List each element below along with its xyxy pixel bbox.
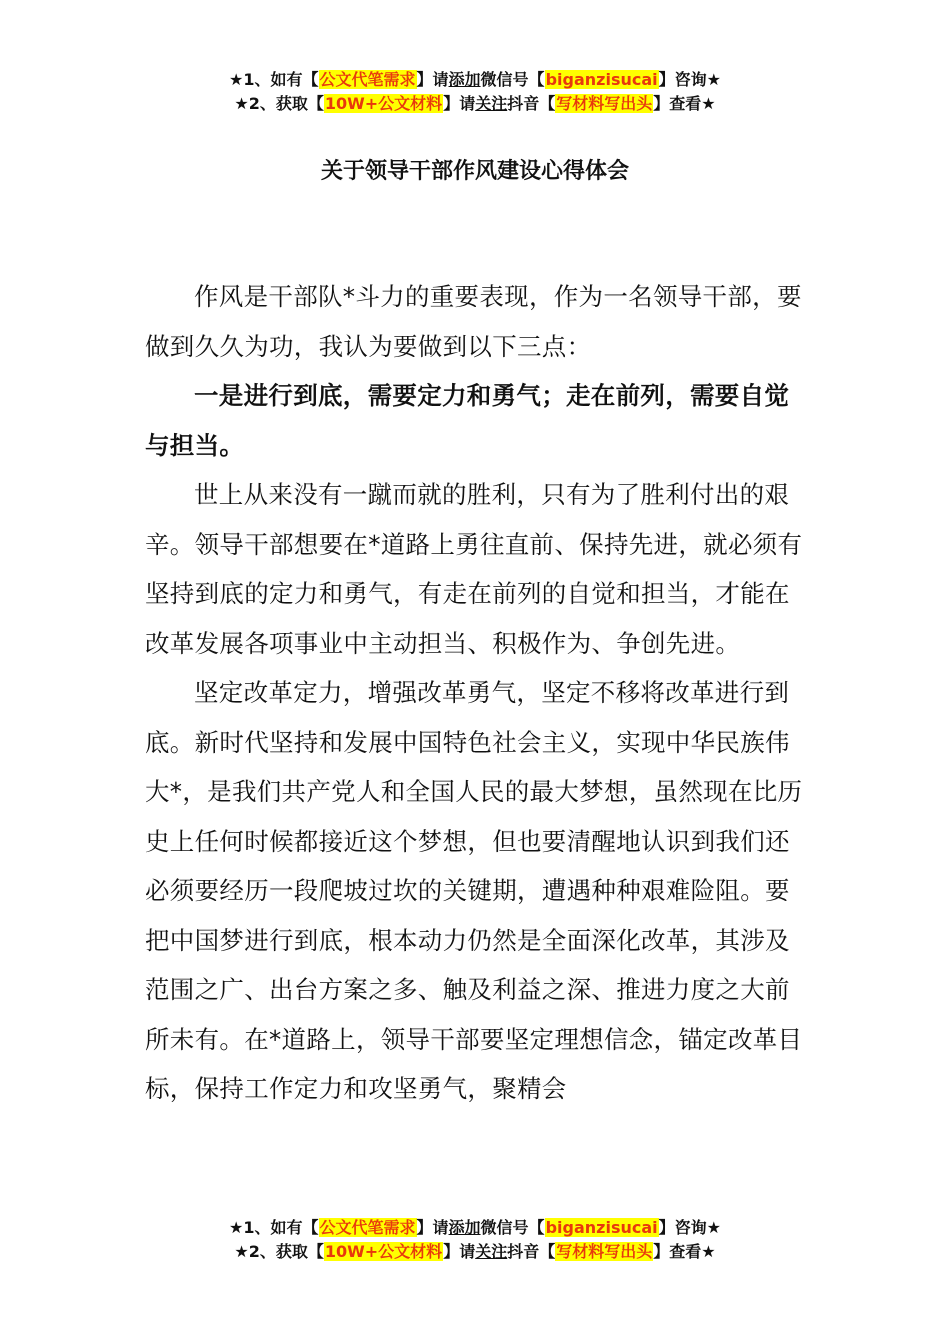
banner-highlight: 10W+公文材料 [324,94,443,113]
banner-highlight: 10W+公文材料 [324,1242,443,1261]
document-body [145,272,807,1114]
banner-highlight: 公文代笔需求 [319,1218,416,1237]
body-paragraph-bold: 一是进行到底，需要定力和勇气；走在前列，需要自觉与担当。 [145,381,790,460]
document-title: 关于领导干部作风建设心得体会 [320,159,629,184]
body-paragraph: 作风是干部队*斗力的重要表现，作为一名领导干部，要做到久久为功，我认为要做到以下三点： [145,282,802,361]
banner-line-2: ★2、获取【10W+公文材料】请关注抖音【写材料写出头】查看★ [234,94,716,113]
banner-line-2: ★2、获取【10W+公文材料】请关注抖音【写材料写出头】查看★ [234,1242,716,1261]
banner-highlight: 写材料写出头 [556,1242,653,1261]
header-banner [0,68,950,116]
banner-highlight: biganzisucai [545,70,658,89]
footer-banner [0,1216,950,1264]
banner-line-1: ★1、如有【公文代笔需求】请添加微信号【biganzisucai】咨询★ [229,70,721,89]
banner-highlight: 写材料写出头 [556,94,653,113]
body-paragraph: 坚定改革定力，增强改革勇气，坚定不移将改革进行到底。新时代坚持和发展中国特色社会主义，实现中华民族伟大*，是我们共产党人和全国人民的最大梦想，虽然现在比历史上任何时候都接近这个梦想，但也要清醒地认识到我们还必须要经历一段爬坡过坎的关键期，遭遇种种艰难险阻。要把中国梦进行到底，根本动力仍然是全面深化改革，其涉及范围之广、出台方案之多、触及利益之深、推进力度之大前所未有。在*道路上，领导干部要坚定理想信念，锚定改革目标，保持工作定力和攻坚勇气，聚精会 [145,678,803,1103]
body-paragraph: 世上从来没有一蹴而就的胜利，只有为了胜利付出的艰辛。领导干部想要在*道路上勇往直前、保持先进，就必须有坚持到底的定力和勇气，有走在前列的自觉和担当，才能在改革发展各项事业中主动担当、积极作为、争创先进。 [145,480,803,658]
banner-highlight: 公文代笔需求 [319,70,416,89]
banner-line-1: ★1、如有【公文代笔需求】请添加微信号【biganzisucai】咨询★ [229,1218,721,1237]
banner-highlight: biganzisucai [545,1218,658,1237]
